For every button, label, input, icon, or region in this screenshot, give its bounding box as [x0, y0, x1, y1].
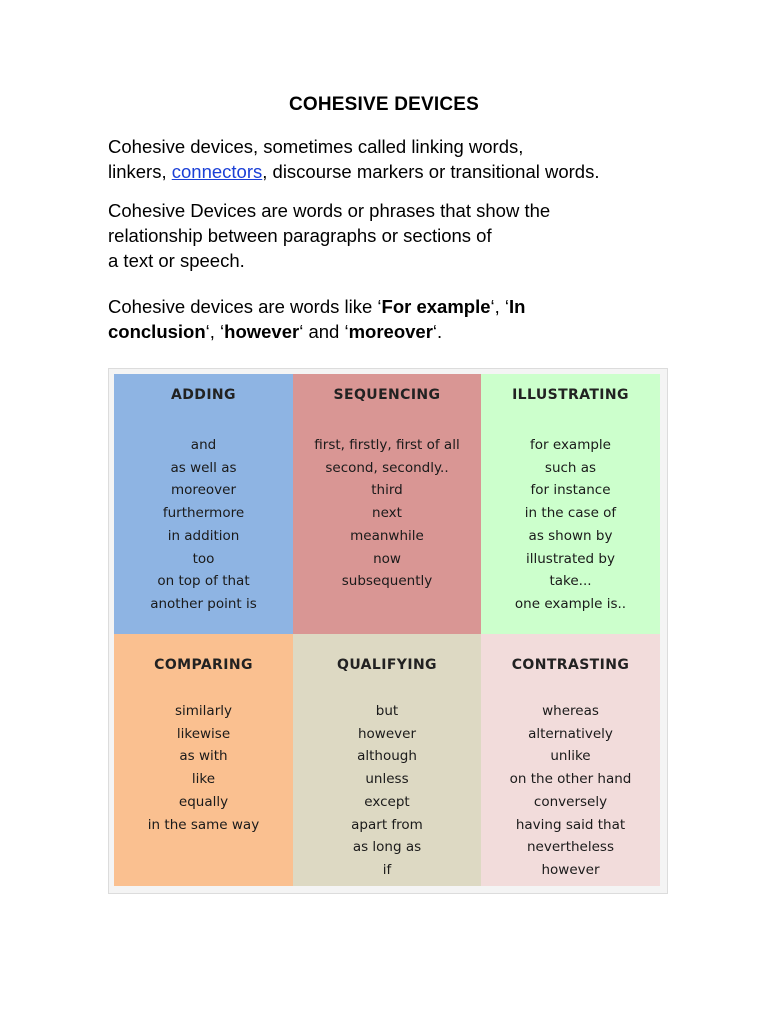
category-heading: CONTRASTING — [511, 657, 630, 673]
category-items — [481, 434, 660, 616]
linking-word: unless — [365, 771, 409, 788]
category-heading: SEQUENCING — [333, 387, 441, 403]
examples-line-2 — [108, 319, 708, 344]
category-heading: COMPARING — [154, 657, 253, 673]
linking-word: nevertheless — [527, 839, 614, 856]
linking-word: equally — [178, 793, 229, 810]
linking-word: take... — [549, 573, 592, 590]
intro-line-2-suffix: , discourse markers or transitional words. — [262, 161, 600, 182]
examples-line-1 — [108, 294, 708, 319]
linking-word: third — [371, 482, 403, 499]
linking-word: whereas — [542, 703, 599, 719]
linking-word: if — [382, 861, 392, 878]
category-adding — [114, 374, 293, 634]
linking-word: one example is.. — [514, 595, 627, 612]
linking-word: on top of that — [157, 573, 250, 590]
linking-word: on the other hand — [509, 771, 632, 788]
category-items — [481, 700, 660, 882]
linking-word: as well as — [170, 459, 237, 476]
category-items — [293, 434, 481, 593]
category-illustrating — [481, 374, 660, 634]
linking-word: too — [192, 550, 215, 567]
example-term: moreover — [348, 321, 433, 342]
linking-word: similarly — [175, 703, 232, 719]
linking-word: another point is — [150, 595, 257, 612]
linking-word: for example — [530, 437, 611, 453]
linking-word: alternatively — [528, 725, 613, 742]
linking-word: unlike — [550, 748, 591, 765]
intro-line-2-prefix: linkers, — [108, 161, 172, 182]
category-qualifying — [293, 634, 481, 886]
linking-word: meanwhile — [350, 527, 424, 544]
example-term: conclusion — [108, 321, 206, 342]
linking-word: as shown by — [528, 527, 613, 544]
linking-word: and — [190, 437, 217, 453]
linking-word: second, secondly.. — [325, 459, 449, 476]
linking-word: likewise — [176, 725, 231, 742]
linking-word: furthermore — [162, 505, 245, 522]
category-sequencing — [293, 374, 481, 634]
linking-word: now — [373, 550, 401, 567]
linking-word: but — [375, 703, 399, 719]
linking-word: next — [372, 505, 402, 522]
linking-word: in the same way — [147, 816, 260, 833]
linking-word: as with — [179, 748, 228, 765]
category-items — [293, 700, 481, 882]
example-term: For example — [381, 296, 491, 317]
linking-word: subsequently — [341, 573, 433, 590]
linking-word: having said that — [515, 816, 626, 833]
category-items — [114, 700, 293, 836]
intro-line-1: Cohesive devices, sometimes called linking words, — [108, 136, 524, 157]
linking-word: conversely — [533, 793, 608, 810]
definition-paragraph — [108, 198, 708, 273]
linking-word: although — [357, 748, 417, 765]
category-heading: ADDING — [171, 387, 236, 403]
linking-word: in addition — [167, 527, 240, 544]
linking-word: such as — [544, 459, 597, 476]
linking-word: moreover — [170, 482, 237, 499]
cohesive-devices-grid — [114, 374, 660, 886]
examples-text: ‘, ‘ — [205, 321, 225, 342]
examples-text: ‘, ‘ — [490, 296, 510, 317]
examples-text: ‘. — [432, 321, 443, 342]
connectors-link[interactable]: connectors — [171, 161, 263, 182]
example-term: In — [509, 296, 526, 317]
linking-word: except — [364, 793, 410, 810]
linking-word: first, firstly, first of all — [314, 437, 460, 453]
definition-line-3: a text or speech. — [108, 250, 245, 271]
example-term: however — [224, 321, 300, 342]
linking-word: however — [357, 725, 416, 742]
category-comparing — [114, 634, 293, 886]
category-heading: ILLUSTRATING — [512, 387, 629, 403]
linking-word: apart from — [351, 816, 423, 833]
linking-word: like — [191, 771, 216, 788]
linking-word: however — [541, 861, 600, 878]
examples-text: ‘ and ‘ — [299, 321, 349, 342]
linking-word: in the case of — [524, 505, 617, 522]
page-title: COHESIVE DEVICES — [288, 94, 480, 115]
intro-line-2 — [108, 159, 708, 184]
linking-word: illustrated by — [526, 550, 615, 567]
category-contrasting — [481, 634, 660, 886]
linking-word: for instance — [530, 482, 611, 499]
linking-word: as long as — [352, 839, 422, 856]
category-items — [114, 434, 293, 616]
definition-line-2: relationship between paragraphs or sections of — [108, 225, 492, 246]
intro-paragraph — [108, 134, 708, 184]
definition-line-1: Cohesive Devices are words or phrases that show the — [108, 200, 551, 221]
category-heading: QUALIFYING — [337, 657, 437, 673]
examples-text: Cohesive devices are words like ‘ — [108, 296, 382, 317]
examples-paragraph — [108, 294, 708, 344]
